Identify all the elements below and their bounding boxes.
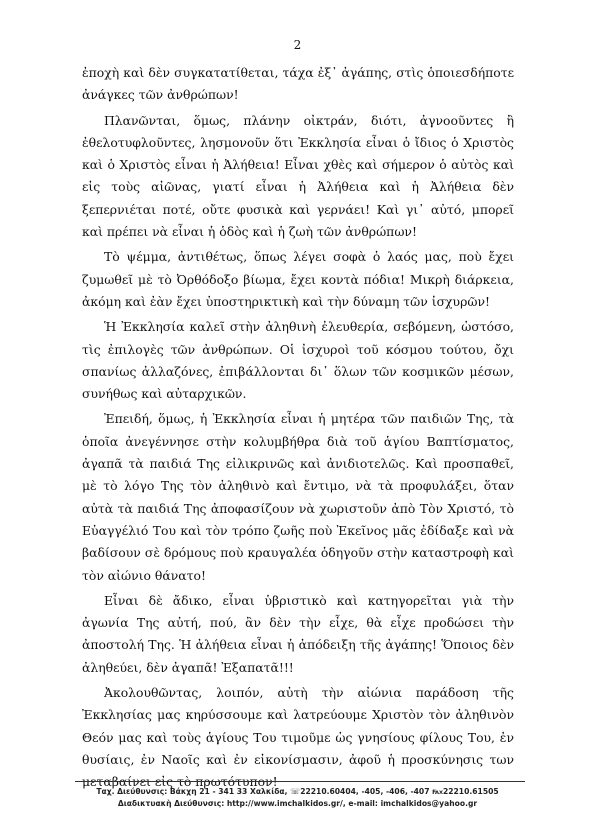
footer-fax: 22210.61505: [442, 787, 499, 796]
footer-address: Ταχ. Διεύθυνσις: Βάκχη 21 - 341 33 Χαλκίδα,: [96, 787, 288, 796]
paragraph-1: ἐποχὴ καὶ δὲν συγκατατίθεται, τάχα ἐξ᾽ ἀγάπης, στὶς ὁποιεσδήποτε ἀνάγκες τῶν ἀνθρώπων!: [82, 65, 514, 103]
fax-icon: ℻: [432, 787, 443, 796]
footer-web-row: [0, 798, 595, 810]
footer-address-row: [0, 786, 595, 798]
paragraph-2: Πλανῶνται, ὅμως, πλάνην οἰκτράν, διότι, ἀγνοοῦντες ἢ ἐθελοτυφλοῦντες, λησμονοῦν ὅτι Ἐκκλησία εἶναι ὁ ἴδιος ὁ Χριστὸς καὶ ὁ Χριστὸς εἶναι ἡ Ἀλήθεια! Εἶναι χθὲς καὶ σήμερον ὁ αὐτὸς καὶ εἰς τοὺς αἰῶνας, γιατί εἶναι ἡ Ἀλήθεια καὶ ἡ Ἀλήθεια δὲν ξεπερνιέται ποτέ, οὔτε φυσικὰ καὶ γερνάει! Καὶ γι᾽ αὐτό, μπορεῖ καὶ πρέπει νὰ εἶναι ἡ ὁδὸς καὶ ἡ ζωὴ τῶν ἀνθρώπων!: [82, 112, 514, 240]
paragraph-3: Τὸ ψέμμα, ἀντιθέτως, ὅπως λέγει σοφὰ ὁ λαός μας, ποὺ ἔχει ζυμωθεῖ μὲ τὸ Ὀρθόδοξο βίωμα, ἔχει κοντὰ πόδια! Μικρὴ διάρκεια, ἀκόμη καὶ ἐὰν ἔχει ὑποστηρικτικὴ καὶ τὴν δύναμη τῶν ἰσχυρῶν!: [82, 249, 514, 309]
paragraph-5: Ἐπειδή, ὅμως, ἡ Ἐκκλησία εἶναι ἡ μητέρα τῶν παιδιῶν Της, τὰ ὁποῖα ἀνεγέννησε στὴν κολυμβήθρα διὰ τοῦ ἁγίου Βαπτίσματος, ἀγαπᾶ τὰ παιδιά Της εἰλικρινῶς καὶ ἀνιδιοτελῶς. Καὶ προσπαθεῖ, μὲ τὸ λόγο Της τὸν ἀληθινὸ καὶ ἔντιμο, νὰ τὰ προφυλάξει, ὅταν αὐτὰ τὰ παιδιά Της ἀποφασίζουν νὰ χωριστοῦν ἀπὸ Τὸν Χριστό, τὸ Εὐαγγέλιό Του καὶ τὸν τρόπο ζωῆς ποὺ Ἐκεῖνος μᾶς ἐδίδαξε καὶ νὰ βαδίσουν σὲ δρόμους ποὺ κραυγαλέα ὁδηγοῦν στὴν καταστροφὴ καὶ τὸν αἰώνιο θάνατο!: [82, 411, 514, 583]
footer: [0, 786, 595, 810]
document-body: [82, 62, 514, 794]
paragraph-7: Ἀκολουθῶντας, λοιπόν, αὐτὴ τὴν αἰώνια παράδοση τῆς Ἐκκλησίας μας κηρύσσουμε καὶ λατρεύουμε Χριστὸν τὸν ἀληθινὸν Θεόν μας καὶ τοὺς ἁγίους Του τιμοῦμε ὡς γνησίους φίλους Του, ἐν θυσίαις, ἐν Ναοῖς καὶ ἐν εἰκονίσμασιν, ἀφοῦ ἡ προσκύνησις των μεταβαίνει εἰς τὸ πρωτότυπον!: [82, 685, 514, 790]
footer-phones: 22210.60404, -405, -406, -407: [300, 787, 430, 796]
footer-web: Διαδικτυακὴ Διεύθυνσις: http://www.imchalkidos.gr/, e-mail: imchalkidos@yahoo.gr: [117, 799, 478, 808]
telephone-icon: ☏: [290, 787, 301, 796]
paragraph-4: Ἡ Ἐκκλησία καλεῖ στὴν ἀληθινὴ ἐλευθερία, σεβόμενη, ὡστόσο, τὶς ἐπιλογὲς τῶν ἀνθρώπων. Οἱ ἰσχυροὶ τοῦ κόσμου τούτου, ὄχι σπανίως ἀλλαζόνες, ἐπιβάλλονται δι᾽ ὅλων τῶν κοσμικῶν μέσων, συνήθως καὶ αὐταρχικῶν.: [82, 319, 514, 402]
page-number: 2: [293, 38, 302, 52]
footer-divider: [75, 781, 525, 782]
paragraph-6: Εἶναι δὲ ἄδικο, εἶναι ὑβριστικὸ καὶ κατηγορεῖται γιὰ τὴν ἀγωνία Της αὐτή, πού, ἂν δὲν τὴν εἶχε, θὰ εἶχε προδώσει τὴν ἀποστολή Της. Ἡ ἀλήθεια εἶναι ἡ ἀπόδειξη τῆς ἀγάπης! Ὅποιος δὲν ἀληθεύει, δὲν ἀγαπᾶ! Ἐξαπατᾶ!!!: [82, 592, 514, 675]
